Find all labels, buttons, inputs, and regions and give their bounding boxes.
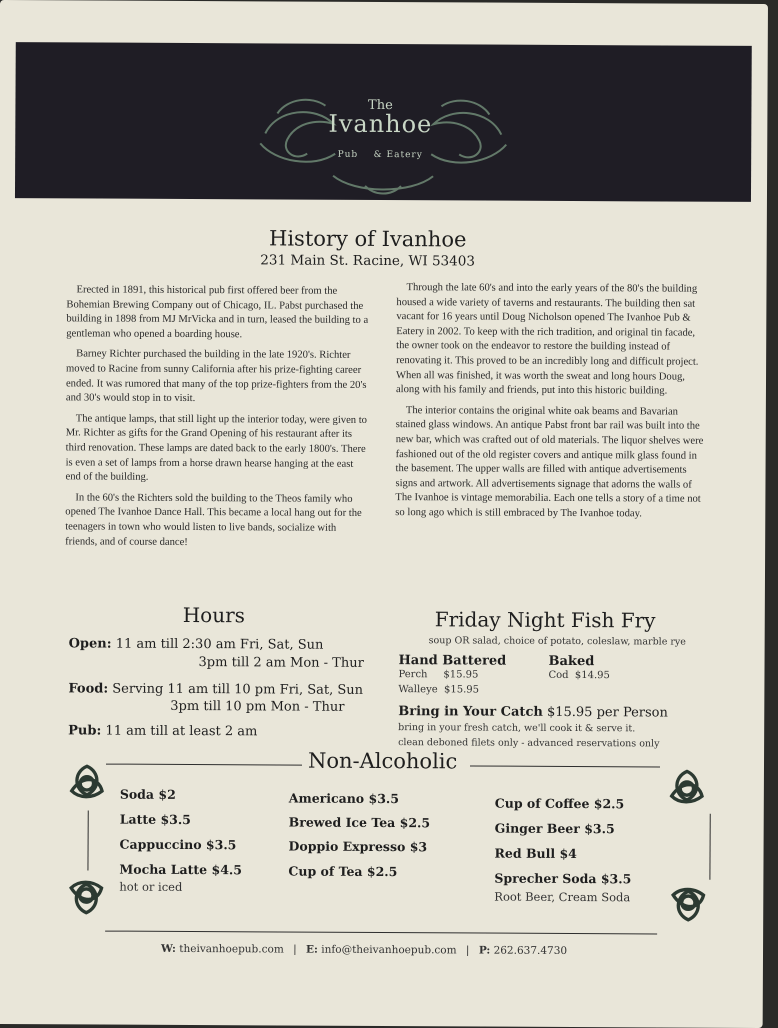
drink-name: Brewed Ice Tea [288,814,396,831]
hours-open-line-1 [69,636,324,652]
history-paragraph: Through the late 60's and into the early years of the 80's the building housed a wide variety of taverns and restaurants. The building then sat vacant for 16 years until Doug Nicholson opened The Ivanhoe Pub & Eatery in 2002. To keep with the rich tradition, and original tin facade, the owner took on the endeavor to restore the building instead of renovating it. This proved to be an incredibly long and difficult project. When all was finished, it was worth the sweat and long hours Doug, along with his family and friends, put into this historic building. [395,282,699,397]
bring-catch-line [398,704,668,720]
drink-price: $2.5 [366,863,398,880]
drink-price: $3.5 [584,821,615,837]
hours-food-2: 3pm till 10 pm Mon - Thur [170,698,345,715]
drink-price: $3.5 [160,811,191,828]
divider [470,765,660,767]
logo-subtitle [265,149,495,160]
hours-open-label: Open: [68,636,112,652]
divider [106,764,302,766]
header-banner [15,42,752,202]
drink-item [289,791,399,807]
drink-item [120,787,176,802]
drink-price: $2.5 [399,815,431,831]
drink-name: Soda [119,786,155,802]
logo-the: The [368,97,393,114]
cod-price: $14.95 [574,670,610,682]
hours-title: Hours [182,602,246,628]
hours-food-1: Serving 11 am till 10 pm Fri, Sat, Sun [112,681,364,698]
hours-pub-line [68,723,257,739]
bring-catch-label: Bring in Your Catch [398,704,543,720]
drink-price: $2.5 [593,796,625,812]
hours-pub-label: Pub: [68,723,102,739]
drink-item [119,862,242,878]
website-label: W: [160,942,176,955]
history-right-column [395,281,708,528]
page-title: History of Ivanhoe [269,226,467,252]
divider [709,814,710,880]
drink-price: $4 [559,845,577,862]
catch-note-2: clean deboned filets only - advanced reservations only [398,737,660,750]
drink-note: hot or iced [119,879,183,894]
drink-item [494,871,631,887]
logo-name: Ivanhoe [328,109,433,139]
perch-name: Perch [398,669,428,681]
logo-sub-right: & Eatery [373,149,423,161]
walleye-name: Walleye [398,684,438,696]
hours-food-line-1 [68,681,363,698]
catch-note-1: bring in your fresh catch, we'll cook it & serve it. [398,722,636,735]
contact-footer [0,942,733,958]
drink-item [495,796,625,812]
hand-battered-heading: Hand Battered [398,653,507,669]
hours-open-2: 3pm till 2 am Mon - Thur [198,655,364,671]
walleye-price: $15.95 [443,684,480,696]
drink-name: Red Bull [494,845,556,861]
cod-name: Cod [548,669,569,681]
drink-item [120,837,237,853]
phone-label: P: [478,944,491,957]
drink-name: Doppio Expresso [288,838,406,855]
email-label: E: [306,943,318,956]
drink-price: $3.5 [368,790,400,807]
perch-price: $15.95 [443,669,479,681]
celtic-knot-icon [668,768,706,806]
history-paragraph: Barney Richter purchased the building in the late 1920's. Richter moved to Racine from sunny California after his prize-fighting career ended. It was rumored that many of the top prize-fighters from the 20's and 30's would stop in to visit. [65,348,367,405]
footer-separator: | [465,944,470,957]
fish-fry-title: Friday Night Fish Fry [434,607,656,633]
drink-name: Latte [119,811,157,827]
bring-catch-price: $15.95 per Person [546,704,668,721]
drink-item [289,815,430,831]
history-paragraph: The antique lamps, that still light up the interior today, were given to Mr. Richter as gifts for the Grand Opening of his restaurant after its third renovation. These lamps are dated back to the early 1800's. There is even a set of lamps from a horse drawn hearse hanging at the east end of the building. [65,413,368,483]
walleye-item [398,684,479,695]
history-left-column [65,283,371,557]
drink-price: $3 [409,839,428,855]
divider [105,931,657,935]
hours-food-label: Food: [68,681,109,697]
drink-item [120,812,191,827]
drink-price: $4.5 [211,862,243,878]
hours-open-1: 11 am till 2:30 am Fri, Sat, Sun [115,636,324,653]
cod-item [548,670,609,681]
non-alcoholic-title: Non-Alcoholic [307,748,458,774]
drink-note: Root Beer, Cream Soda [494,889,631,905]
drink-item [495,846,577,861]
logo [265,95,496,216]
celtic-knot-icon [68,762,106,800]
hours-pub-1: 11 am till at least 2 am [105,723,258,740]
website-link[interactable]: theivanhoepub.com [179,942,284,956]
celtic-knot-icon [669,886,707,924]
drink-item [495,821,615,837]
drink-name: Mocha Latte [119,861,208,878]
drink-item [289,839,428,855]
email-link[interactable]: info@theivanhoepub.com [321,943,457,957]
baked-heading: Baked [548,653,595,670]
drink-name: Cup of Coffee [494,795,590,812]
drink-name: Ginger Beer [494,820,580,837]
drink-name: Americano [288,790,365,806]
history-paragraph: In the 60's the Richters sold the building to the Theos family who opened The Ivanhoe Dance Hall. This became a local hang out for the teenagers in town who would listen to live bands, socialize with friends, and of course dance! [65,492,362,548]
address: 231 Main St. Racine, WI 53403 [260,252,475,270]
drink-name: Cup of Tea [288,863,363,879]
phone-number[interactable]: 262.637.4730 [493,944,568,957]
history-paragraph: The interior contains the original white oak beams and Bavarian stained glass windows. An antique Pabst front bar rail was built into the new bar, which was crafted out of old materials. The liquor shelves were fashioned out of the old register covers and antique milk glass found in the basement. The upper walls are filled with antique advertisements signs and artwork. All advertisements signage that adorns the walls of The Ivanhoe is vintage memorabilia. Each one tells a story of a time not so long ago which is still embraced by The Ivanhoe today. [395,404,704,520]
divider [87,810,88,870]
drink-item [288,864,397,880]
celtic-knot-icon [67,878,105,916]
drink-name: Sprecher Soda [494,870,597,887]
logo-sub-left: Pub [337,149,359,160]
drink-price: $3.5 [600,871,632,887]
drink-name: Cappuccino [119,836,202,853]
drink-price: $3.5 [205,837,237,853]
footer-separator: | [293,943,297,956]
history-paragraph: Erected in 1891, this historical pub first offered beer from the Bohemian Brewing Company out of Chicago, IL. Pabst purchased the building in 1898 from MJ MrVicka and in turn, leased the building to a gentleman who opened a boarding house. [66,284,369,341]
perch-item [398,669,478,680]
drink-price: $2 [158,786,176,802]
fish-fry-sides: soup OR salad, choice of potato, coleslaw, marble rye [428,635,686,648]
